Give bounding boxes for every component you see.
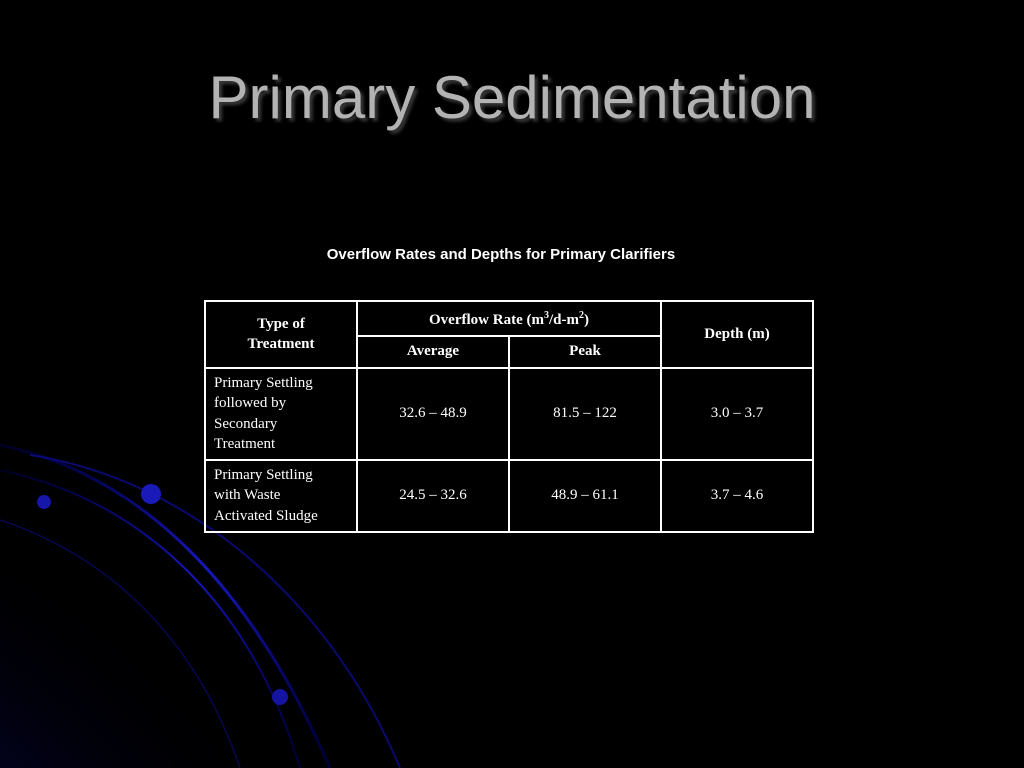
- cell-type-of-treatment: Primary Settling with Waste Activated Sludge: [205, 460, 357, 532]
- cell-average: 32.6 – 48.9: [357, 368, 509, 460]
- header-average: Average: [357, 336, 509, 368]
- clarifier-table: [204, 300, 814, 533]
- table-row: [205, 460, 813, 532]
- header-depth: Depth (m): [661, 301, 813, 368]
- header-type-line: Type of: [257, 315, 305, 332]
- cell-peak: 81.5 – 122: [509, 368, 661, 460]
- cell-peak: 48.9 – 61.1: [509, 460, 661, 532]
- cell-average: 24.5 – 32.6: [357, 460, 509, 532]
- arc-dot-small: [37, 495, 51, 509]
- table-row: [205, 368, 813, 460]
- cell-depth: 3.7 – 4.6: [661, 460, 813, 532]
- header-overflow-rate: Overflow Rate $(m^3/d-m^2)$: [357, 301, 661, 336]
- slide-title: Primary Sedimentation: [208, 64, 816, 131]
- cell-type-of-treatment: Primary Settling followed by Secondary Treatment: [205, 368, 357, 460]
- table-caption: Overflow Rates and Depths for Primary Clarifiers: [326, 246, 676, 263]
- cell-depth: 3.0 – 3.7: [661, 368, 813, 460]
- arc-dot-large: [141, 484, 161, 504]
- table-header-row: [205, 301, 813, 336]
- header-type-line: Treatment: [247, 336, 315, 353]
- header-type-of-treatment: [205, 301, 357, 368]
- arc-dot-lower: [272, 689, 288, 705]
- header-peak: Peak: [509, 336, 661, 368]
